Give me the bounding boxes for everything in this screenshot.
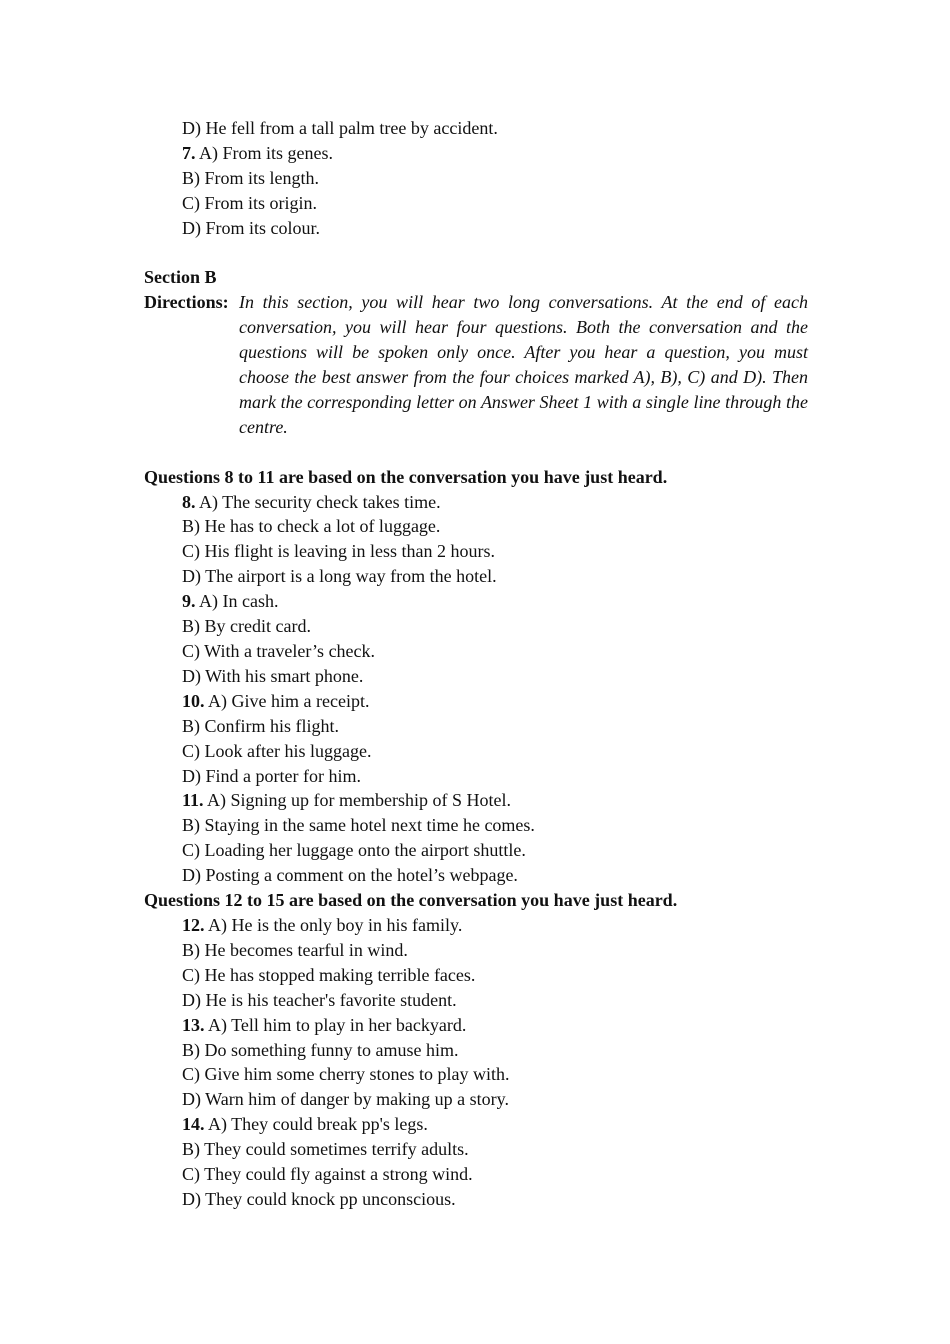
group-header [144,465,808,490]
option-line [144,166,808,191]
option-text: A) They could break pp's legs. [208,1114,428,1135]
option-line [144,639,808,664]
group-header-text: Questions 12 to 15 are based on the conversation you have just heard. [144,890,678,911]
option-text: C) His flight is leaving in less than 2 hours. [182,541,495,562]
option-line [144,1062,808,1087]
option-text: A) Give him a receipt. [208,690,370,711]
option-text: B) They could sometimes terrify adults. [182,1139,469,1160]
option-line [144,788,808,813]
option-text: D) Find a porter for him. [182,765,361,786]
option-text: B) Staying in the same hotel next time he comes. [182,815,535,836]
option-text: A) The security check takes time. [199,491,441,512]
option-text: D) The airport is a long way from the hotel. [182,566,497,587]
option-text: C) He has stopped making terrible faces. [182,964,476,985]
option-text: C) From its origin. [182,192,318,213]
option-text: C) Loading her luggage onto the airport shuttle. [182,840,526,861]
option-line [144,141,808,166]
option-line [144,938,808,963]
option-text: C) With a traveler’s check. [182,641,376,661]
option-line [144,714,808,739]
question-number: 14. [182,1114,205,1135]
option-line [144,664,808,689]
option-text: D) They could knock pp unconscious. [182,1188,456,1209]
group-header [144,888,808,913]
option-text: B) He has to check a lot of luggage. [182,516,441,537]
spacer [144,440,808,465]
question-number: 10. [182,690,205,711]
option-line [144,863,808,888]
directions-label: Directions: [144,292,229,313]
spacer [144,241,808,266]
option-line [144,589,808,614]
option-line [144,988,808,1013]
option-line [144,963,808,988]
option-line [144,539,808,564]
option-line [144,913,808,938]
document-page [144,116,808,1212]
option-text: D) He is his teacher's favorite student. [182,989,457,1010]
option-line [144,1137,808,1162]
option-text: A) In cash. [199,591,279,612]
option-line [144,838,808,863]
option-line [144,813,808,838]
option-line [144,216,808,241]
option-line [144,1013,808,1038]
option-text: D) Posting a comment on the hotel’s webpage. [182,865,518,886]
option-line [144,1187,808,1212]
option-text: C) They could fly against a strong wind. [182,1164,473,1185]
option-line [144,116,808,141]
option-text: B) From its length. [182,167,320,188]
option-line [144,564,808,589]
question-number: 11. [182,790,204,811]
option-text: A) He is the only boy in his family. [208,914,463,935]
section-title [144,265,808,290]
question-number: 7. [182,142,196,163]
option-line [144,490,808,515]
option-text: B) He becomes tearful in wind. [182,939,408,960]
option-line [144,191,808,216]
option-line [144,739,808,764]
option-line [144,1162,808,1187]
option-line [144,1087,808,1112]
option-text: D) From its colour. [182,217,320,238]
option-line [144,1112,808,1137]
question-number: 9. [182,591,196,612]
option-text: C) Look after his luggage. [182,740,372,761]
directions [144,290,808,439]
group-header-text: Questions 8 to 11 are based on the conversation you have just heard. [144,466,668,487]
option-text: A) Signing up for membership of S Hotel. [207,790,512,811]
option-text: B) By credit card. [182,616,311,637]
question-number: 12. [182,914,205,935]
section-title-text: Section B [144,267,217,288]
option-text: D) With his smart phone. [182,665,364,686]
option-line [144,764,808,789]
option-text: B) Do something funny to amuse him. [182,1039,459,1060]
option-text: D) Warn him of danger by making up a story. [182,1089,509,1110]
option-line [144,514,808,539]
option-text: B) Confirm his flight. [182,715,339,736]
option-text: A) From its genes. [199,142,334,163]
option-text: C) Give him some cherry stones to play with. [182,1064,510,1085]
option-line [144,1038,808,1063]
directions-text: In this section, you will hear two long conversations. At the end of each conversation, you will hear four questions. Both the conversation and the questions will be spoken only once. After you hear a question, you must choose the best answer from the four choices marked A), B), C) and D). Then mark the corresponding letter on Answer Sheet 1 with a single line through the centre. [239,292,808,437]
option-text: A) Tell him to play in her backyard. [208,1014,467,1035]
option-text: D) He fell from a tall palm tree by accident. [182,118,498,138]
question-number: 8. [182,491,196,512]
question-number: 13. [182,1014,205,1035]
option-line [144,689,808,714]
option-line [144,614,808,639]
